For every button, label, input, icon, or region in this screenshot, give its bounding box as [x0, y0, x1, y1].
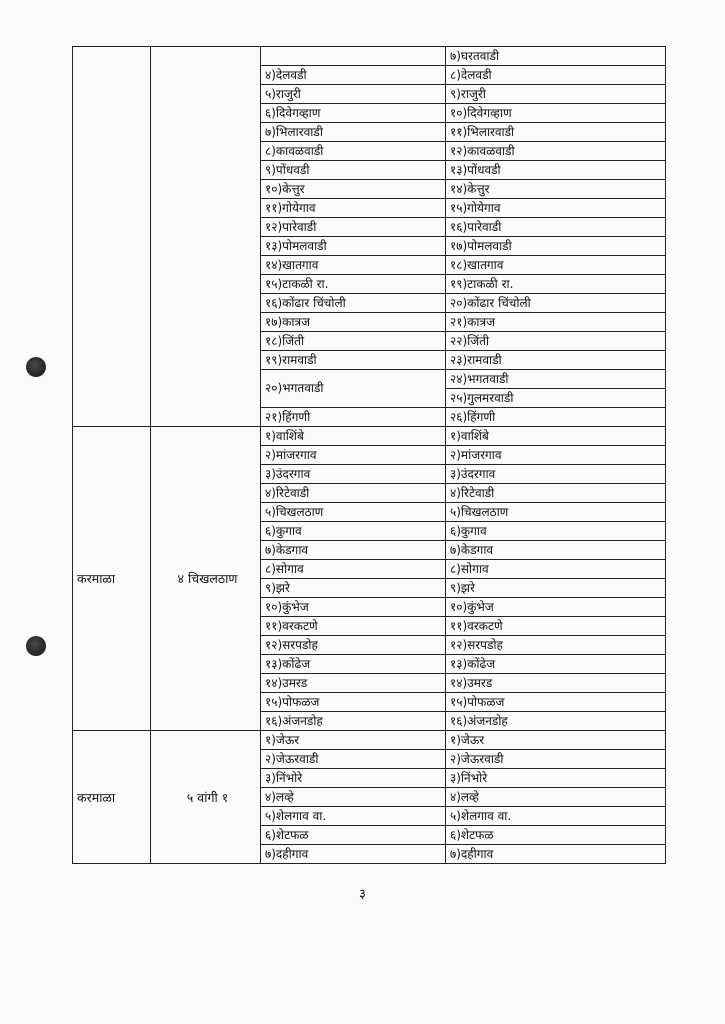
village-cell: २५)गुलमरवाडी — [446, 389, 666, 408]
village-cell: ३)उंदरगाव — [446, 465, 666, 484]
village-cell: ४)लव्हे — [261, 788, 446, 807]
village-cell: १०)कुंभेज — [261, 598, 446, 617]
village-cell: ९)राजुरी — [446, 85, 666, 104]
circle-cell: ४ चिखलठाण — [151, 427, 261, 731]
village-cell: १२)सरपडोह — [261, 636, 446, 655]
village-cell: १४)केत्तुर — [446, 180, 666, 199]
village-cell: १)जेऊर — [446, 731, 666, 750]
village-cell: १६)अंजनडोह — [261, 712, 446, 731]
village-cell: ९)झरे — [261, 579, 446, 598]
village-cell: ४)देलवडी — [261, 66, 446, 85]
circle-cell: ५ वांगी १ — [151, 731, 261, 864]
village-cell: १६)पारेवाडी — [446, 218, 666, 237]
village-cell: १)वाशिंबे — [261, 427, 446, 446]
village-cell: १)वाशिंबे — [446, 427, 666, 446]
village-cell: ६)शेटफळ — [446, 826, 666, 845]
punch-hole — [26, 357, 46, 377]
village-cell: १५)गोयेगाव — [446, 199, 666, 218]
village-cell: १५)टाकळी रा. — [261, 275, 446, 294]
village-cell: २१)कात्रज — [446, 313, 666, 332]
taluka-cell: करमाळा — [73, 731, 151, 864]
village-cell: ९)पोंधवडी — [261, 161, 446, 180]
village-cell: ८)देलवडी — [446, 66, 666, 85]
taluka-cell — [73, 47, 151, 427]
village-cell: ४)रिटेवाडी — [446, 484, 666, 503]
village-cell: ९)झरे — [446, 579, 666, 598]
village-cell: ५)राजुरी — [261, 85, 446, 104]
village-cell: १८)खातगाव — [446, 256, 666, 275]
village-cell: १७)कात्रज — [261, 313, 446, 332]
village-cell: १९)टाकळी रा. — [446, 275, 666, 294]
circle-cell — [151, 47, 261, 427]
village-cell: ६)कुगाव — [446, 522, 666, 541]
village-cell: ११)वरकटणे — [446, 617, 666, 636]
village-cell: १)जेऊर — [261, 731, 446, 750]
village-cell: १४)उमरड — [446, 674, 666, 693]
village-cell: २)मांजरगाव — [261, 446, 446, 465]
village-cell: ७)दहीगाव — [446, 845, 666, 864]
village-cell: १२)कावळवाडी — [446, 142, 666, 161]
village-cell: १८)जिंती — [261, 332, 446, 351]
village-cell: २)मांजरगाव — [446, 446, 666, 465]
village-cell — [261, 47, 446, 66]
village-cell: १३)पोमलवाडी — [261, 237, 446, 256]
village-cell: १२)पारेवाडी — [261, 218, 446, 237]
village-cell: ८)सोगाव — [261, 560, 446, 579]
table-row — [73, 47, 666, 66]
village-cell: १६)कोंढार चिंचोली — [261, 294, 446, 313]
village-cell: १३)कोंढेज — [261, 655, 446, 674]
village-cell: १५)पोफळज — [446, 693, 666, 712]
village-cell: १३)पोंधवडी — [446, 161, 666, 180]
punch-hole — [26, 636, 46, 656]
village-cell: ११)वरकटणे — [261, 617, 446, 636]
village-cell: ५)शेलगाव वा. — [446, 807, 666, 826]
village-cell: १७)पोमलवाडी — [446, 237, 666, 256]
village-cell: ७)दहीगाव — [261, 845, 446, 864]
village-cell: २४)भगतवाडी — [446, 370, 666, 389]
village-cell: २१)हिंगणी — [261, 408, 446, 427]
taluka-cell: करमाळा — [73, 427, 151, 731]
village-cell: १४)उमरड — [261, 674, 446, 693]
village-cell: ५)शेलगाव वा. — [261, 807, 446, 826]
village-cell: १२)सरपडोह — [446, 636, 666, 655]
village-cell: १३)कोंढेज — [446, 655, 666, 674]
village-cell: ३)उंदरगाव — [261, 465, 446, 484]
village-cell: २)जेऊरवाडी — [261, 750, 446, 769]
village-cell: ५)चिखलठाण — [446, 503, 666, 522]
village-cell: १०)केत्तुर — [261, 180, 446, 199]
village-cell: ४)रिटेवाडी — [261, 484, 446, 503]
village-cell: ७)घरतवाडी — [446, 47, 666, 66]
table-row — [73, 731, 666, 750]
village-cell: ५)चिखलठाण — [261, 503, 446, 522]
village-cell: २०)भगतवाडी — [261, 370, 446, 408]
village-cell: ७)केडगाव — [446, 541, 666, 560]
village-cell: १६)अंजनडोह — [446, 712, 666, 731]
village-cell: ६)दिवेगव्हाण — [261, 104, 446, 123]
village-cell: २६)हिंगणी — [446, 408, 666, 427]
village-cell: ३)निंभोरे — [261, 769, 446, 788]
village-cell: ७)केडगाव — [261, 541, 446, 560]
village-cell: १०)दिवेगव्हाण — [446, 104, 666, 123]
village-cell: ३)निंभोरे — [446, 769, 666, 788]
village-cell: ६)शेटफळ — [261, 826, 446, 845]
village-cell: ११)गोयेगाव — [261, 199, 446, 218]
village-cell: १९)रामवाडी — [261, 351, 446, 370]
village-cell: १५)पोफळज — [261, 693, 446, 712]
village-cell: १०)कुंभेज — [446, 598, 666, 617]
village-cell: ११)भिलारवाडी — [446, 123, 666, 142]
village-cell: २)जेऊरवाडी — [446, 750, 666, 769]
village-cell: ८)कावळवाडी — [261, 142, 446, 161]
village-cell: ४)लव्हे — [446, 788, 666, 807]
village-cell: ६)कुगाव — [261, 522, 446, 541]
village-table — [72, 46, 666, 864]
village-cell: २२)जिंती — [446, 332, 666, 351]
village-cell: २३)रामवाडी — [446, 351, 666, 370]
village-cell: ७)भिलारवाडी — [261, 123, 446, 142]
village-cell: ८)सोगाव — [446, 560, 666, 579]
page-number: ३ — [359, 887, 366, 902]
village-cell: १४)खातगाव — [261, 256, 446, 275]
village-cell: २०)कोंढार चिंचोली — [446, 294, 666, 313]
table-row — [73, 427, 666, 446]
